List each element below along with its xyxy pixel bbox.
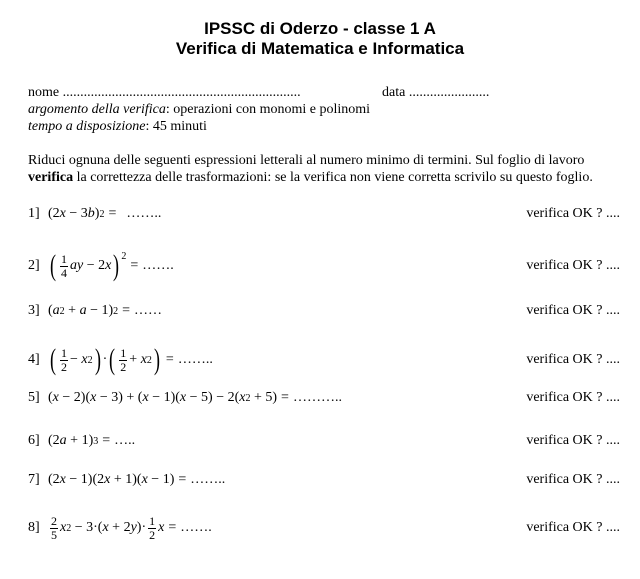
answer-dots: ….. xyxy=(114,433,136,448)
answer-dots: …….. xyxy=(126,206,162,221)
verify-check: verifica OK ? .... xyxy=(526,206,620,221)
expression: (2 x − 3 b ) 2 = …….. xyxy=(48,206,162,221)
exercise-8 xyxy=(28,511,620,545)
exercise-number: 7] xyxy=(28,472,40,487)
exercise-2 xyxy=(28,249,620,283)
expression: ( $\frac{1}{2}$ − x 2 ) · ( $\frac{1}{2}$ + x 2 ) = …….. xyxy=(50,343,213,376)
exercise-4 xyxy=(28,343,620,377)
argomento-label: argomento della verifica xyxy=(28,102,166,117)
exercise-6 xyxy=(28,424,620,458)
tempo-line xyxy=(28,118,207,135)
nome-field: nome .................................................................... xyxy=(28,85,301,100)
argomento-line xyxy=(28,101,370,118)
answer-dots: ……. xyxy=(142,258,174,273)
data-field: data ....................... xyxy=(382,85,490,100)
exercise-number: 5] xyxy=(28,390,40,405)
verify-check: verifica OK ? .... xyxy=(526,303,620,318)
verify-check: verifica OK ? .... xyxy=(526,258,620,273)
exercise-number: 3] xyxy=(28,303,40,318)
answer-dots: …….. xyxy=(190,472,226,487)
verify-check: verifica OK ? .... xyxy=(526,472,620,487)
expression: ( $\frac{1}{4}$ ay − 2 x ) $^2$ = ……. xyxy=(50,249,174,282)
verify-check: verifica OK ? .... xyxy=(526,352,620,367)
expression: ( a 2 + a − 1) 2 = …… xyxy=(48,303,163,318)
exercise-7 xyxy=(28,463,620,497)
exercise-3 xyxy=(28,294,620,328)
verify-check: verifica OK ? .... xyxy=(526,520,620,535)
exercise-number: 1] xyxy=(28,206,40,221)
answer-dots: …….. xyxy=(177,352,213,367)
answer-dots: ……….. xyxy=(292,390,342,405)
expression: ( x − 2)( x − 3) + ( x − 1)( x − 5) − 2( x 2 + 5) = ……….. xyxy=(48,390,342,405)
exercise-number: 2] xyxy=(28,258,40,273)
exercise-number: 6] xyxy=(28,433,40,448)
instructions-line-2 xyxy=(28,169,593,186)
verify-check: verifica OK ? .... xyxy=(526,433,620,448)
tempo-label: tempo a disposizione xyxy=(28,119,146,134)
expression: (2 a + 1) 3 = ….. xyxy=(48,433,136,448)
expression: $\frac{2}{5}$ x 2 − 3·( x + 2 y )· $\frac{1}{2}$ x = ……. xyxy=(51,513,212,542)
exercise-5 xyxy=(28,381,620,415)
answer-dots: …… xyxy=(134,303,163,318)
argomento-value: : operazioni con monomi e polinomi xyxy=(165,102,371,117)
exercise-number: 8] xyxy=(28,520,40,535)
verify-check: verifica OK ? .... xyxy=(526,390,620,405)
tempo-value: : 45 minuti xyxy=(145,119,207,134)
answer-dots: ……. xyxy=(180,520,212,535)
header-subject: Verifica di Matematica e Informatica xyxy=(175,39,465,58)
instructions-bold: verifica xyxy=(28,170,74,185)
instructions-rest: la correttezza delle trasformazioni: se la verifica non viene corretta scrivilo su questo foglio. xyxy=(73,170,593,185)
header-school: IPSSC di Oderzo - classe 1 A xyxy=(204,19,436,38)
instructions-line-1: Riduci ognuna delle seguenti espressioni letterali al numero minimo di termini. Sul foglio di lavoro xyxy=(28,153,585,168)
exercise-number: 4] xyxy=(28,352,40,367)
expression: (2 x − 1)(2 x + 1)( x − 1) = …….. xyxy=(48,472,226,487)
exercise-1 xyxy=(28,197,620,231)
